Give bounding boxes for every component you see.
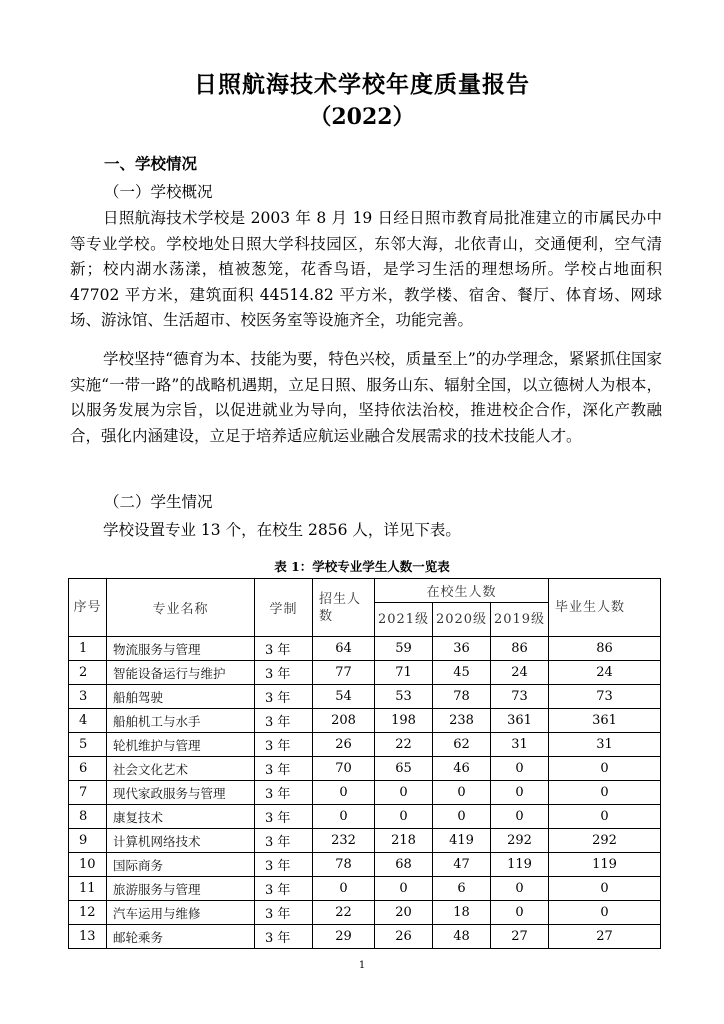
cell-length: 3 年 [255,829,313,853]
cell-enrollment: 22 [313,901,375,925]
cell-grade-2021: 68 [375,853,433,877]
header-major-name: 专业名称 [107,579,255,637]
cell-enrollment: 29 [313,925,375,949]
cell-graduates: 361 [549,709,661,733]
cell-major-name: 邮轮乘务 [107,925,255,949]
cell-grade-2020: 6 [433,877,491,901]
report-year: （2022） [309,104,415,130]
cell-grade-2020: 62 [433,733,491,757]
cell-enrollment: 26 [313,733,375,757]
subsection-heading-student-situation: （二）学生情况 [104,493,213,511]
header-grade-2021: 2021级 [375,603,433,637]
cell-grade-2019: 0 [491,901,549,925]
cell-major-name: 计算机网络技术 [107,829,255,853]
cell-seq: 2 [69,661,107,685]
table-row [69,925,661,949]
cell-grade-2021: 218 [375,829,433,853]
cell-grade-2020: 36 [433,637,491,661]
cell-graduates: 0 [549,781,661,805]
table-row [69,877,661,901]
cell-grade-2021: 59 [375,637,433,661]
page-number: 1 [358,960,366,971]
table-row [69,829,661,853]
cell-grade-2021: 0 [375,781,433,805]
cell-enrollment: 64 [313,637,375,661]
cell-length: 3 年 [255,757,313,781]
cell-grade-2020: 0 [433,805,491,829]
cell-graduates: 86 [549,637,661,661]
report-title: 日照航海技术学校年度质量报告 [194,71,530,98]
cell-major-name: 船舶机工与水手 [107,709,255,733]
cell-grade-2019: 31 [491,733,549,757]
cell-length: 3 年 [255,661,313,685]
cell-length: 3 年 [255,853,313,877]
table-row [69,781,661,805]
cell-grade-2020: 238 [433,709,491,733]
cell-grade-2020: 47 [433,853,491,877]
cell-grade-2019: 119 [491,853,549,877]
header-grade-2019: 2019级 [491,603,549,637]
cell-grade-2019: 0 [491,757,549,781]
cell-seq: 6 [69,757,107,781]
cell-length: 3 年 [255,805,313,829]
cell-grade-2019: 24 [491,661,549,685]
cell-seq: 5 [69,733,107,757]
cell-seq: 4 [69,709,107,733]
cell-grade-2020: 45 [433,661,491,685]
header-grade-2020: 2020级 [433,603,491,637]
cell-grade-2020: 78 [433,685,491,709]
cell-length: 3 年 [255,709,313,733]
table-caption: 表 1：学校专业学生人数一览表 [274,559,450,574]
cell-enrollment: 0 [313,805,375,829]
table-row [69,853,661,877]
table-row [69,661,661,685]
cell-enrollment: 77 [313,661,375,685]
cell-grade-2021: 26 [375,925,433,949]
cell-major-name: 轮机维护与管理 [107,733,255,757]
cell-major-name: 康复技术 [107,805,255,829]
cell-graduates: 0 [549,901,661,925]
cell-grade-2021: 20 [375,901,433,925]
cell-enrollment: 0 [313,877,375,901]
cell-length: 3 年 [255,733,313,757]
table-row [69,709,661,733]
cell-graduates: 27 [549,925,661,949]
cell-major-name: 智能设备运行与维护 [107,661,255,685]
cell-seq: 8 [69,805,107,829]
cell-length: 3 年 [255,877,313,901]
cell-graduates: 119 [549,853,661,877]
cell-major-name: 社会文化艺术 [107,757,255,781]
cell-graduates: 0 [549,805,661,829]
cell-graduates: 31 [549,733,661,757]
cell-seq: 3 [69,685,107,709]
cell-grade-2020: 18 [433,901,491,925]
cell-length: 3 年 [255,637,313,661]
cell-major-name: 旅游服务与管理 [107,877,255,901]
cell-enrollment: 0 [313,781,375,805]
cell-grade-2019: 86 [491,637,549,661]
cell-grade-2019: 0 [491,805,549,829]
cell-enrollment: 54 [313,685,375,709]
cell-grade-2021: 22 [375,733,433,757]
student-count-table [68,578,661,949]
table-row [69,685,661,709]
cell-grade-2019: 292 [491,829,549,853]
cell-grade-2019: 0 [491,781,549,805]
cell-graduates: 292 [549,829,661,853]
cell-graduates: 73 [549,685,661,709]
cell-seq: 12 [69,901,107,925]
cell-seq: 9 [69,829,107,853]
table-row [69,757,661,781]
table-row [69,637,661,661]
cell-grade-2021: 65 [375,757,433,781]
cell-length: 3 年 [255,901,313,925]
table-body [69,637,661,949]
cell-enrollment: 78 [313,853,375,877]
cell-seq: 13 [69,925,107,949]
cell-major-name: 物流服务与管理 [107,637,255,661]
cell-length: 3 年 [255,925,313,949]
cell-grade-2019: 0 [491,877,549,901]
header-graduates: 毕业生人数 [549,579,661,637]
cell-graduates: 0 [549,877,661,901]
header-current-students: 在校生人数 [375,579,549,603]
paragraph-student-summary: 学校设置专业 13 个，在校生 2856 人，详见下表。 [103,521,461,539]
header-enrollment: 招生人数 [313,579,375,637]
header-seq: 序号 [69,579,107,637]
cell-seq: 7 [69,781,107,805]
cell-grade-2021: 198 [375,709,433,733]
cell-grade-2021: 53 [375,685,433,709]
cell-grade-2020: 419 [433,829,491,853]
subsection-heading-school-overview: （一）学校概况 [104,183,213,201]
header-length: 学制 [255,579,313,637]
paragraph-school-overview: 日照航海技术学校是 2003 年 8 月 19 日经日照市教育局批准建立的市属民办中等专业学校。学校地处日照大学科技园区，东邻大海，北依青山，交通便利，空气清新；校内湖水荡漾，植被葱笼，花香鸟语，是学习生活的理想场所。学校占地面积 47702 平方米，建筑面积 44514.82 平方米，教学楼、宿舍、餐厅、体育场、网球场、游泳馆、生活超市、校医务室等设施齐全，功能完善。 [70,209,662,330]
cell-major-name: 国际商务 [107,853,255,877]
cell-grade-2019: 27 [491,925,549,949]
cell-seq: 10 [69,853,107,877]
cell-enrollment: 232 [313,829,375,853]
paragraph-school-philosophy: 学校坚持“德育为本、技能为要，特色兴校，质量至上”的办学理念，紧紧抓住国家实施“一带一路”的战略机遇期，立足日照、服务山东、辐射全国，以立德树人为根本，以服务发展为宗旨，以促进就业为导向，坚持依法治校，推进校企合作，深化产教融合，强化内涵建设，立足于培养适应航运业融合发展需求的技术技能人才。 [70,350,662,445]
cell-graduates: 0 [549,757,661,781]
table-row [69,901,661,925]
cell-grade-2020: 46 [433,757,491,781]
cell-major-name: 汽车运用与维修 [107,901,255,925]
cell-major-name: 船舶驾驶 [107,685,255,709]
cell-grade-2020: 48 [433,925,491,949]
cell-graduates: 24 [549,661,661,685]
cell-enrollment: 70 [313,757,375,781]
cell-seq: 11 [69,877,107,901]
cell-grade-2021: 0 [375,805,433,829]
cell-grade-2020: 0 [433,781,491,805]
table-row [69,805,661,829]
cell-grade-2021: 0 [375,877,433,901]
cell-grade-2019: 361 [491,709,549,733]
cell-enrollment: 208 [313,709,375,733]
cell-grade-2019: 73 [491,685,549,709]
cell-seq: 1 [69,637,107,661]
cell-length: 3 年 [255,781,313,805]
cell-grade-2021: 71 [375,661,433,685]
section-heading-school-situation: 一、学校情况 [104,154,198,173]
cell-major-name: 现代家政服务与管理 [107,781,255,805]
cell-length: 3 年 [255,685,313,709]
table-row [69,733,661,757]
